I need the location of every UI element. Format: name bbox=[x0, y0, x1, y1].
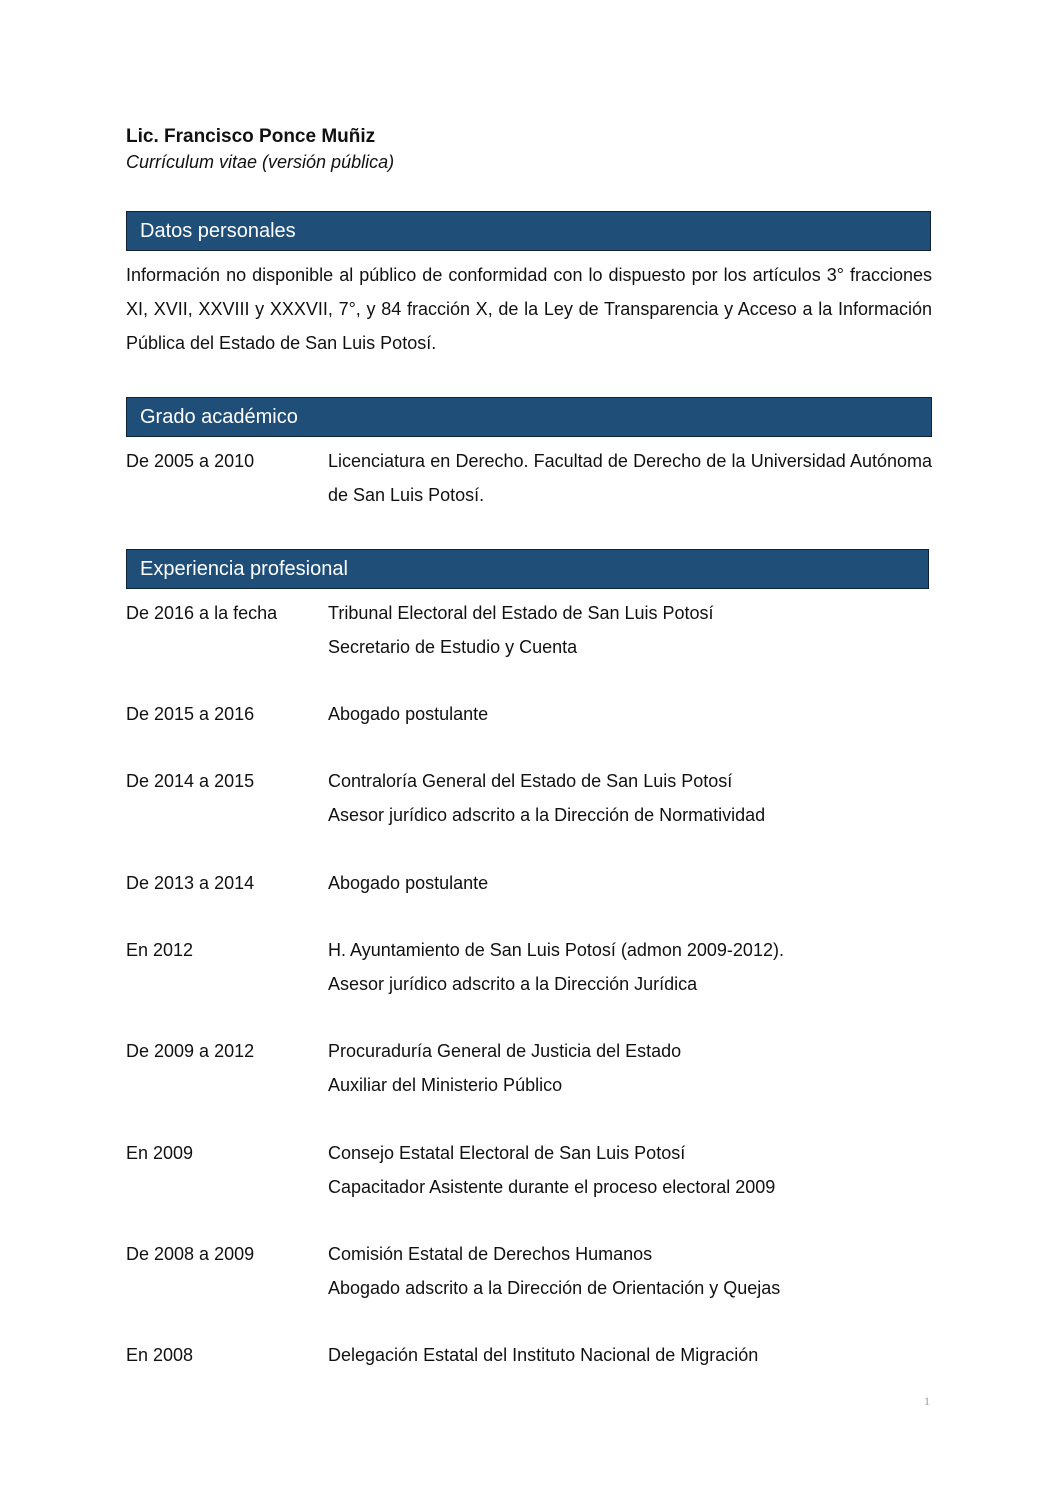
entry-period: De 2014 a 2015 bbox=[126, 771, 255, 791]
entry-role: Secretario de Estudio y Cuenta bbox=[328, 637, 578, 657]
entry-institution: H. Ayuntamiento de San Luis Potosí (admon 2009-2012). bbox=[328, 940, 784, 960]
entry-period: De 2013 a 2014 bbox=[126, 873, 255, 893]
entry-role: Asesor jurídico adscrito a la Dirección de Normatividad bbox=[328, 805, 766, 825]
page-number: 1 bbox=[924, 1394, 930, 1408]
entry-role: Auxiliar del Ministerio Público bbox=[328, 1075, 563, 1095]
entry-institution: Consejo Estatal Electoral de San Luis Potosí bbox=[328, 1143, 686, 1163]
entry-institution: Delegación Estatal del Instituto Nacional de Migración bbox=[328, 1345, 759, 1365]
entry-period: De 2015 a 2016 bbox=[126, 704, 255, 724]
entry-institution: Comisión Estatal de Derechos Humanos bbox=[328, 1244, 653, 1264]
entry-institution: Abogado postulante bbox=[328, 704, 489, 724]
entry-institution: Abogado postulante bbox=[328, 873, 489, 893]
entry-period: De 2009 a 2012 bbox=[126, 1041, 255, 1061]
entry-role: Abogado adscrito a la Dirección de Orientación y Quejas bbox=[328, 1278, 781, 1298]
entry-period: De 2005 a 2010 bbox=[126, 451, 255, 471]
entry-institution: Tribunal Electoral del Estado de San Luis Potosí bbox=[328, 603, 714, 623]
entry-period: En 2008 bbox=[126, 1345, 194, 1365]
entry-period: En 2012 bbox=[126, 940, 194, 960]
entry-institution: Procuraduría General de Justicia del Estado bbox=[328, 1041, 682, 1061]
entry-role: Capacitador Asistente durante el proceso electoral 2009 bbox=[328, 1177, 776, 1197]
cv-subtitle: Currículum vitae (versión pública) bbox=[126, 152, 395, 172]
entry-period: De 2008 a 2009 bbox=[126, 1244, 255, 1264]
entry-description: Licenciatura en Derecho. Facultad de Derecho de la Universidad Autónoma de San Luis Potosí. bbox=[328, 451, 932, 505]
entry-period: En 2009 bbox=[126, 1143, 194, 1163]
entry-period: De 2016 a la fecha bbox=[126, 603, 278, 623]
section-header-experience: Experiencia profesional bbox=[126, 549, 929, 589]
section-header-personal: Datos personales bbox=[126, 211, 931, 251]
personal-data-notice: Información no disponible al público de conformidad con lo dispuesto por los artículos 3° fracciones XI, XVII, XXVIII y XXXVII, 7°, y 84 fracción X, de la Ley de Transparencia y Acceso a la Información Pública del Estado de San Luis Potosí. bbox=[126, 265, 932, 353]
cv-name: Lic. Francisco Ponce Muñiz bbox=[126, 126, 376, 147]
section-header-education: Grado académico bbox=[126, 397, 932, 437]
entry-institution: Contraloría General del Estado de San Luis Potosí bbox=[328, 771, 733, 791]
entry-role: Asesor jurídico adscrito a la Dirección Jurídica bbox=[328, 974, 698, 994]
